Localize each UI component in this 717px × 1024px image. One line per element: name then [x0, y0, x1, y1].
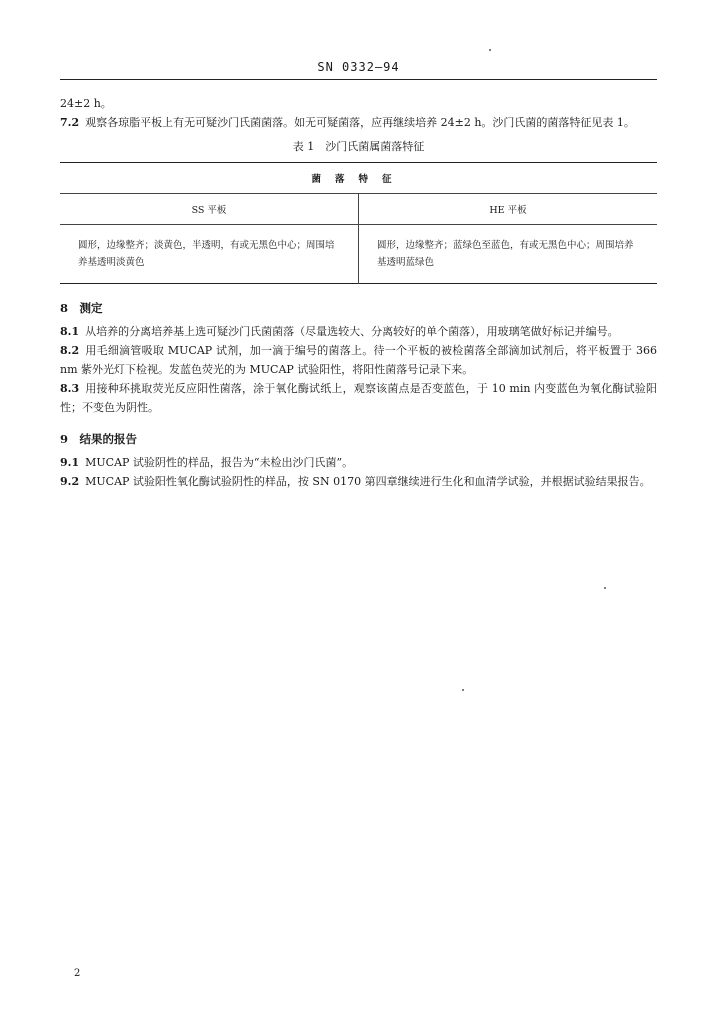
document-body: [60, 94, 657, 491]
clause-text: 观察各琼脂平板上有无可疑沙门氏菌菌落。如无可疑菌落，应再继续培养 24±2 h。沙门氏菌的菌落特征见表 1。: [85, 116, 635, 129]
col-he-desc: 圆形，边缘整齐；蓝绿色至蓝色，有或无黑色中心；周围培养基透明蓝绿色: [359, 225, 658, 284]
section-8-title: 8 测定: [60, 301, 103, 315]
clause-number: 8.1: [60, 325, 80, 338]
clause-9-2: [60, 472, 657, 491]
colony-features-table: [60, 162, 657, 284]
clause-7-2: [60, 113, 657, 132]
clause-text: 用毛细滴管吸取 MUCAP 试剂，加一滴于编号的菌落上。待一个平板的被检菌落全部滴加试剂后，将平板置于 366 nm 紫外光灯下检视。发蓝色荧光的为 MUCAP 试验阳性，将阳性菌落号记录下来。: [60, 344, 657, 376]
scan-speck: [489, 49, 491, 51]
scan-speck: [604, 587, 606, 589]
section-9-title: 9 结果的报告: [60, 432, 138, 446]
continued-text: 24±2 h。: [60, 97, 112, 110]
col-ss-desc: 圆形，边缘整齐；淡黄色，半透明，有或无黑色中心；周围培养基透明淡黄色: [78, 240, 335, 268]
clause-8-2: [60, 341, 657, 379]
clause-8-3: [60, 379, 657, 417]
clause-number: 8.2: [60, 344, 80, 357]
clause-number: 7.2: [60, 116, 80, 129]
clause-number: 9.1: [60, 456, 80, 469]
scan-speck: [462, 689, 464, 691]
clause-text: 从培养的分离培养基上选可疑沙门氏菌菌落（尽量选较大、分离较好的单个菌落），用玻璃笔做好标记并编号。: [85, 325, 619, 338]
clause-text: MUCAP 试验阳性氧化酶试验阴性的样品，按 SN 0170 第四章继续进行生化和血清学试验，并根据试验结果报告。: [85, 475, 651, 488]
header-rule: [60, 79, 657, 80]
clause-8-1: [60, 322, 657, 341]
col-he-title: HE 平板: [359, 194, 658, 225]
clause-text: MUCAP 试验阴性的样品，报告为“未检出沙门氏菌”。: [85, 456, 354, 469]
table-caption: 表 1 沙门氏菌属菌落特征: [292, 140, 425, 153]
page-number: 2: [74, 968, 81, 979]
document-code-header: SN 0332—94: [317, 60, 400, 74]
clause-9-1: [60, 453, 657, 472]
table-header: 菌落特征: [60, 163, 657, 194]
clause-number: 9.2: [60, 475, 80, 488]
col-ss-title: SS 平板: [60, 194, 359, 225]
clause-text: 用接种环挑取荧光反应阳性菌落，涂于氧化酶试纸上，观察该菌点是否变蓝色，于 10 min 内变蓝色为氧化酶试验阳性；不变色为阴性。: [60, 382, 657, 414]
clause-number: 8.3: [60, 382, 80, 395]
